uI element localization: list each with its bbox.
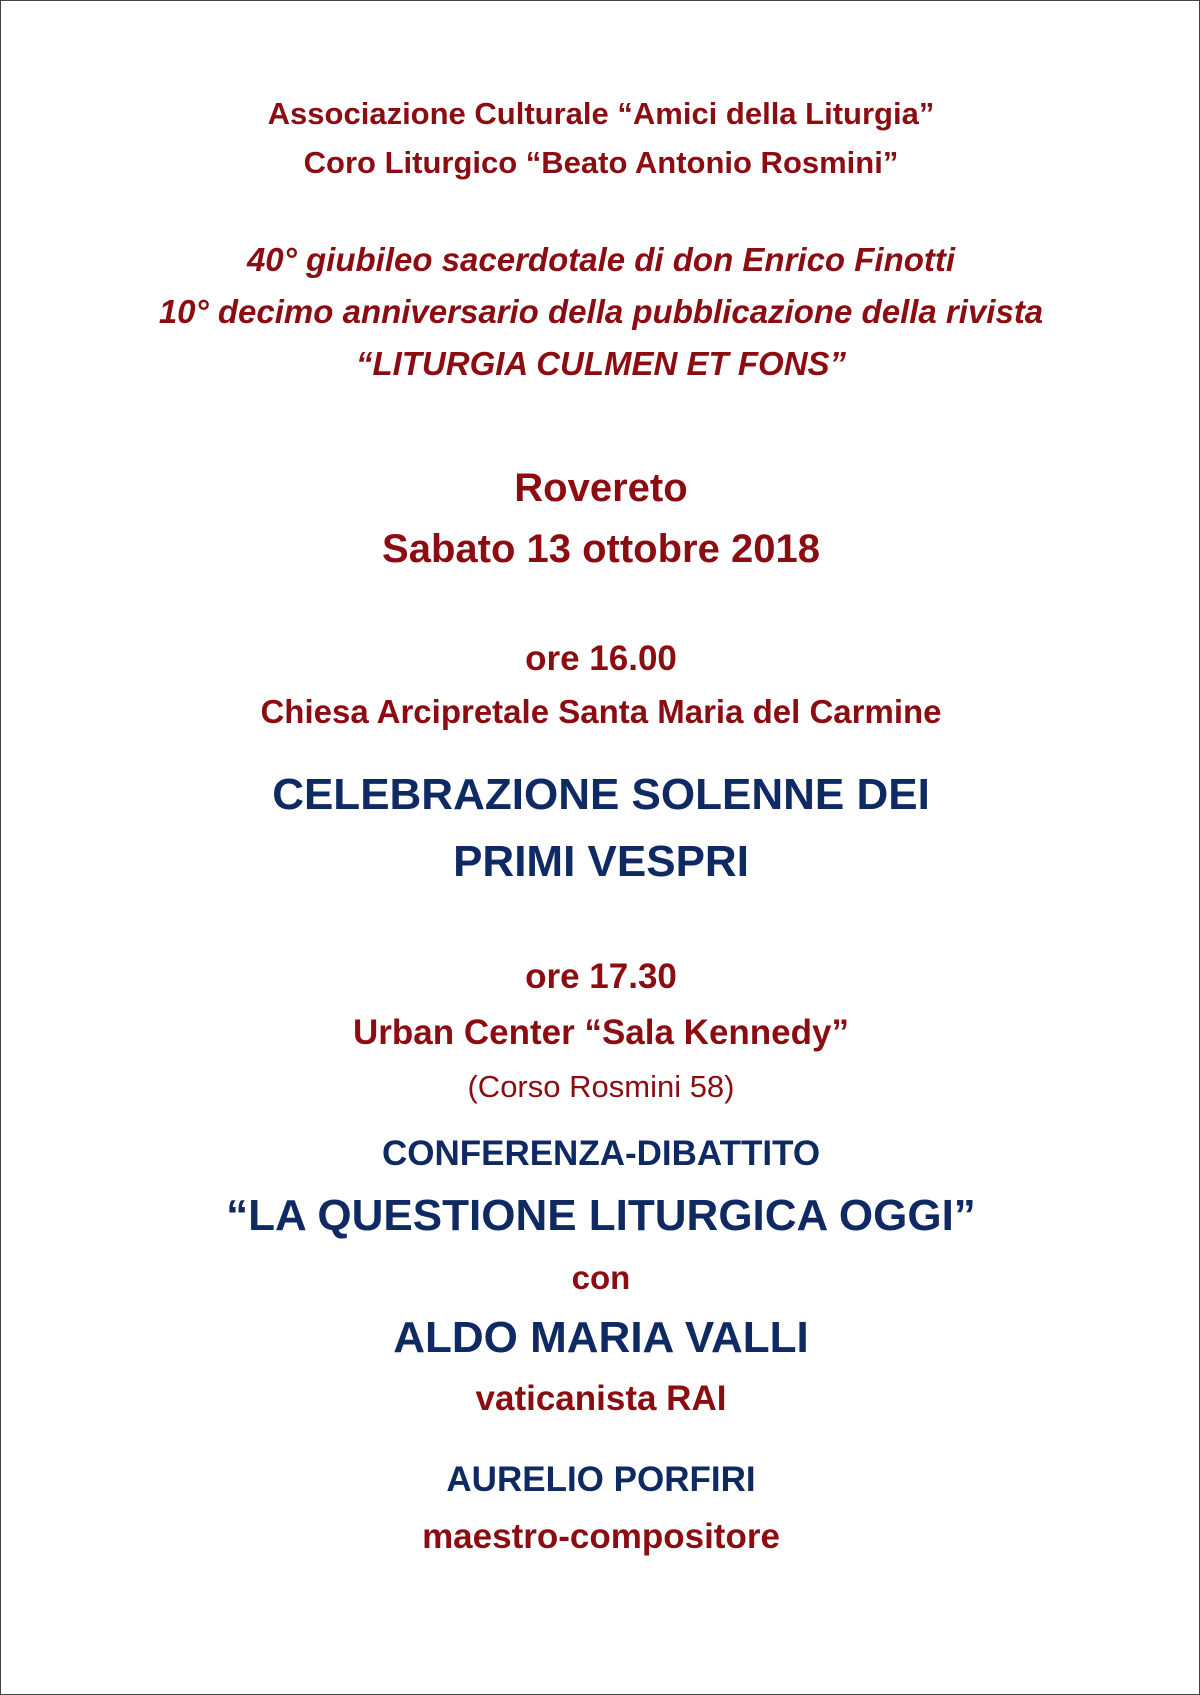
session1-place: Chiesa Arcipretale Santa Maria del Carmine: [260, 693, 942, 730]
event-date: Sabato 13 ottobre 2018: [382, 527, 820, 571]
anniversary-line: 10° decimo anniversario della pubblicazione della rivista: [158, 293, 1044, 330]
jubilee-line: 40° giubileo sacerdotale di don Enrico Finotti: [246, 241, 956, 278]
session2-type: CONFERENZA-DIBATTITO: [381, 1134, 821, 1173]
session2-time: ore 17.30: [525, 957, 677, 996]
with-label: con: [571, 1259, 631, 1296]
session2-title: “LA QUESTIONE LITURGICA OGGI”: [226, 1191, 976, 1240]
speaker-name: AURELIO PORFIRI: [446, 1460, 756, 1499]
magazine-title: “LITURGIA CULMEN ET FONS”: [355, 345, 847, 382]
speaker-role: vaticanista RAI: [475, 1379, 727, 1418]
event-city: Rovereto: [514, 466, 688, 510]
speaker-name: ALDO MARIA VALLI: [393, 1313, 809, 1362]
session2-address: (Corso Rosmini 58): [467, 1069, 735, 1104]
speaker-role: maestro-compositore: [422, 1517, 780, 1556]
choir-name: Coro Liturgico “Beato Antonio Rosmini”: [303, 145, 899, 180]
session1-title-line2: PRIMI VESPRI: [453, 837, 749, 886]
session1-title-line1: CELEBRAZIONE SOLENNE DEI: [272, 770, 930, 819]
session1-time: ore 16.00: [525, 639, 677, 678]
association-name: Associazione Culturale “Amici della Liturgia”: [267, 96, 935, 131]
session2-place: Urban Center “Sala Kennedy”: [353, 1013, 849, 1052]
